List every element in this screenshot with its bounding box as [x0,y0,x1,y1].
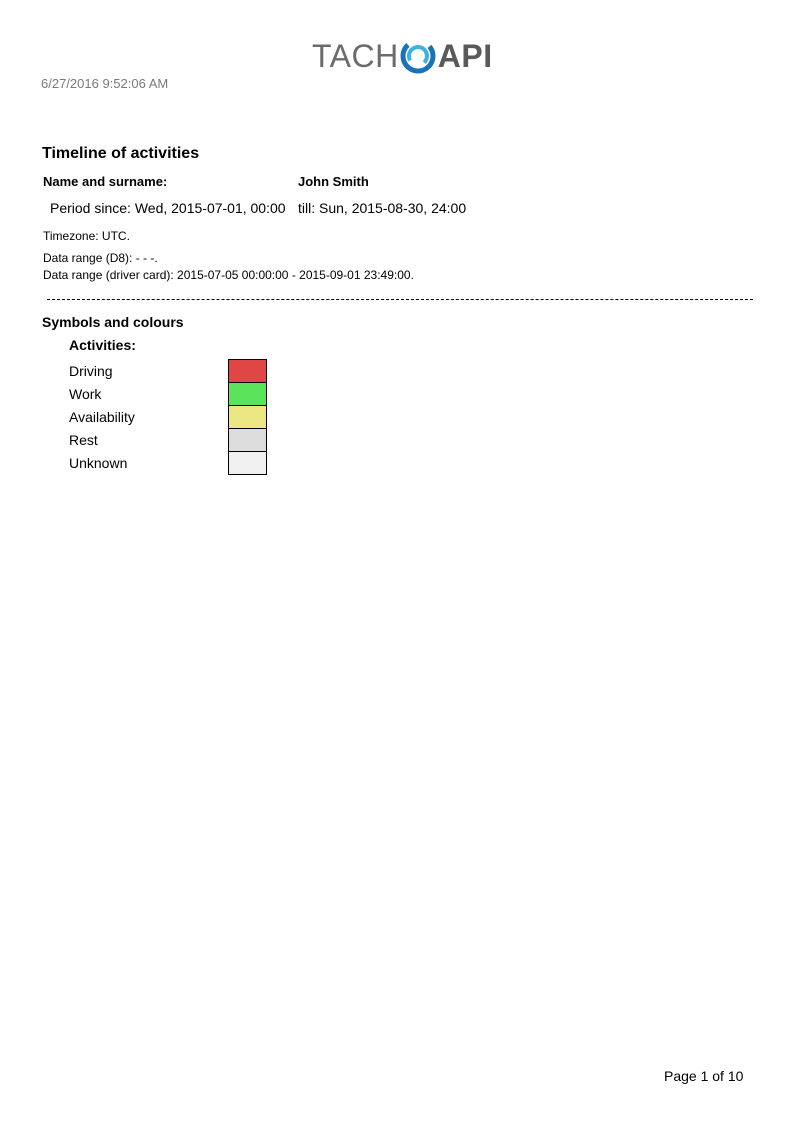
activities-heading: Activities: [69,337,136,353]
driving-color-swatch [228,359,267,383]
legend-item-driving [69,359,269,382]
legend-item-rest [69,428,269,451]
tachoapi-logo [312,36,493,76]
legend-item-availability [69,405,269,428]
legend-item-unknown [69,451,269,474]
work-color-swatch [228,382,267,406]
legend-label: Rest [69,432,98,448]
name-label: Name and surname: [43,174,168,189]
driver-name: John Smith [298,174,369,189]
legend-label: Work [69,386,102,402]
legend-title: Symbols and colours [42,314,184,330]
page-number: Page 1 of 10 [664,1068,744,1084]
rest-color-swatch [228,428,267,452]
logo-text-right: API [437,37,493,74]
timezone-note: Timezone: UTC. [43,229,130,243]
availability-color-swatch [228,405,267,429]
report-timestamp: 6/27/2016 9:52:06 AM [41,76,169,91]
legend-label: Unknown [69,455,128,471]
logo-text-left: TACH [312,37,399,74]
legend-label: Driving [69,363,113,379]
dashed-divider [47,299,753,300]
data-range-driver-card: Data range (driver card): 2015-07-05 00:00:00 - 2015-09-01 23:49:00. [43,268,414,282]
activity-legend [69,359,269,474]
unknown-color-swatch [228,451,267,475]
legend-item-work [69,382,269,405]
period-since: Period since: Wed, 2015-07-01, 00:00 [50,200,286,216]
legend-label: Availability [69,409,135,425]
period-till: till: Sun, 2015-08-30, 24:00 [298,200,467,216]
page-title: Timeline of activities [42,145,200,162]
data-range-d8: Data range (D8): - - -. [43,251,158,265]
swirl-ring-icon [398,36,438,76]
